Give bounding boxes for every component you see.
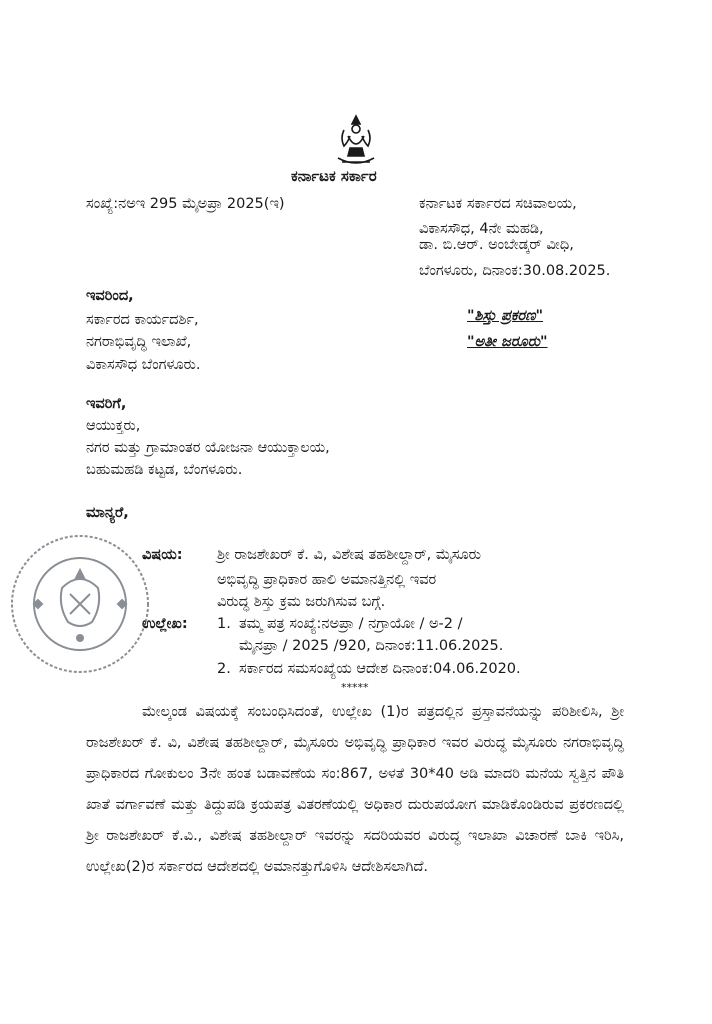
tag-urgent: "ಅತೀ ಜರೂರು" — [467, 334, 548, 350]
office-address-line: ವಿಕಾಸಸೌಧ, 4ನೇ ಮಹಡಿ, — [419, 221, 544, 237]
state-emblem-icon — [330, 112, 382, 168]
to-heading: ಇವರಿಗೆ, — [86, 396, 127, 412]
reference-number: ಸಂಖ್ಯೆ:ನಅಇ 295 ಮೈಅಪ್ರಾ 2025(ಇ) — [86, 196, 285, 212]
reference-item — [217, 659, 521, 679]
office-seal-stamp-icon — [6, 530, 154, 678]
to-line: ಬಹುಮಹಡಿ ಕಟ್ಟಡ, ಬೆಂಗಳೂರು. — [86, 462, 243, 478]
reference-text: ಮೈನಪ್ರಾ / 2025 /920, ದಿನಾಂಕ:11.06.2025. — [239, 638, 504, 654]
reference-number: 2. — [217, 661, 231, 677]
reference-item — [217, 614, 463, 634]
subject-line: ಶ್ರೀ ರಾಜಶೇಖರ್ ಕೆ. ವಿ, ವಿಶೇಷ ತಹಶೀಲ್ದಾರ್, ಮೈಸೂರು — [217, 547, 481, 563]
reference-text: ಸರ್ಕಾರದ ಸಮಸಂಖ್ಯೆಯ ಆದೇಶ ದಿನಾಂಕ:04.06.2020. — [239, 661, 521, 677]
salutation: ಮಾನ್ಯರೆ, — [86, 505, 129, 521]
subject-label: ವಿಷಯ: — [142, 547, 183, 563]
references-label: ಉಲ್ಲೇಖ: — [142, 616, 188, 632]
office-address-line: ಡಾ. ಬಿ.ಆರ್. ಅಂಬೇಡ್ಕರ್ ವೀಧಿ, — [419, 237, 574, 253]
body-paragraph: ಮೇಲ್ಕಂಡ ವಿಷಯಕ್ಕೆ ಸಂಬಂಧಿಸಿದಂತೆ, ಉಲ್ಲೇಖ (1)ರ ಪತ್ರದಲ್ಲಿನ ಪ್ರಸ್ತಾವನೆಯನ್ನು ಪರಿಶೀಲಿಸಿ, ಶ್ರೀ ರಾಜಶೇಖರ್ ಕೆ. ವಿ, ವಿಶೇಷ ತಹಶೀಲ್ದಾರ್, ಮೈಸೂರು ಅಭಿವೃದ್ಧಿ ಪ್ರಾಧಿಕಾರ ಇವರ ವಿರುದ್ಧ ಮೈಸೂರು ನಗರಾಭಿವೃದ್ಧಿ ಪ್ರಾಧಿಕಾರದ ಗೋಕುಲಂ 3ನೇ ಹಂತ ಬಡಾವಣೆಯ ಸಂ:867, ಅಳತೆ 30*40 ಅಡಿ ಮಾದರಿ ಮನೆಯ ಸ್ವತ್ತಿನ ಪೌತಿ ಖಾತೆ ವರ್ಗಾವಣೆ ಮತ್ತು ತಿದ್ದುಪಡಿ ಕ್ರಯಪತ್ರ ವಿತರಣೆಯಲ್ಲಿ ಅಧಿಕಾರ ದುರುಪಯೋಗ ಮಾಡಿಕೊಂಡಿರುವ ಪ್ರಕರಣದಲ್ಲಿ ಶ್ರೀ ರಾಜಶೇಖರ್ ಕೆ.ವಿ., ವಿಶೇಷ ತಹಶೀಲ್ದಾರ್ ಇವರನ್ನು ಸದರಿಯವರ ವಿರುದ್ಧ ಇಲಾಖಾ ವಿಚಾರಣೆ ಬಾಕಿ ಇರಿಸಿ, ಉಲ್ಲೇಖ(2)ರ ಸರ್ಕಾರದ ಆದೇಶದಲ್ಲಿ ಅಮಾನತ್ತುಗೊಳಿಸಿ ಆದೇಶಿಸಲಾಗಿದೆ. — [86, 704, 624, 875]
to-line: ನಗರ ಮತ್ತು ಗ್ರಾಮಾಂತರ ಯೋಜನಾ ಆಯುಕ್ತಾಲಯ, — [86, 440, 330, 456]
from-heading: ಇವರಿಂದ, — [86, 288, 134, 304]
government-heading: ಕರ್ನಾಟಕ ಸರ್ಕಾರ — [291, 167, 377, 185]
tag-disciplinary-case: "ಶಿಸ್ತು ಪ್ರಕರಣ" — [467, 308, 544, 324]
to-line: ಆಯುಕ್ತರು, — [86, 418, 141, 434]
reference-text: ತಮ್ಮ ಪತ್ರ ಸಂಖ್ಯೆ:ನಅಪ್ರಾ / ನಗ್ರಾಯೋ / ಅ-2 / — [239, 616, 463, 632]
separator: ***** — [341, 681, 369, 694]
reference-number: 1. — [217, 616, 231, 632]
subject-line: ವಿರುದ್ಧ ಶಿಸ್ತು ಕ್ರಮ ಜರುಗಿಸುವ ಬಗ್ಗೆ. — [217, 594, 386, 610]
from-line: ವಿಕಾಸಸೌಧ ಬೆಂಗಳೂರು. — [86, 357, 201, 373]
subject-line: ಅಭಿವೃದ್ಧಿ ಪ್ರಾಧಿಕಾರ ಹಾಲಿ ಅಮಾನತ್ತಿನಲ್ಲಿ ಇವರ — [217, 572, 437, 588]
office-address-line: ಕರ್ನಾಟಕ ಸರ್ಕಾರದ ಸಚಿವಾಲಯ, — [419, 196, 577, 212]
from-line: ನಗರಾಭಿವೃದ್ಧಿ ಇಲಾಖೆ, — [86, 334, 192, 350]
office-address-date: ಬೆಂಗಳೂರು, ದಿನಾಂಕ:30.08.2025. — [419, 263, 611, 279]
from-line: ಸರ್ಕಾರದ ಕಾರ್ಯದರ್ಶಿ, — [86, 312, 199, 328]
